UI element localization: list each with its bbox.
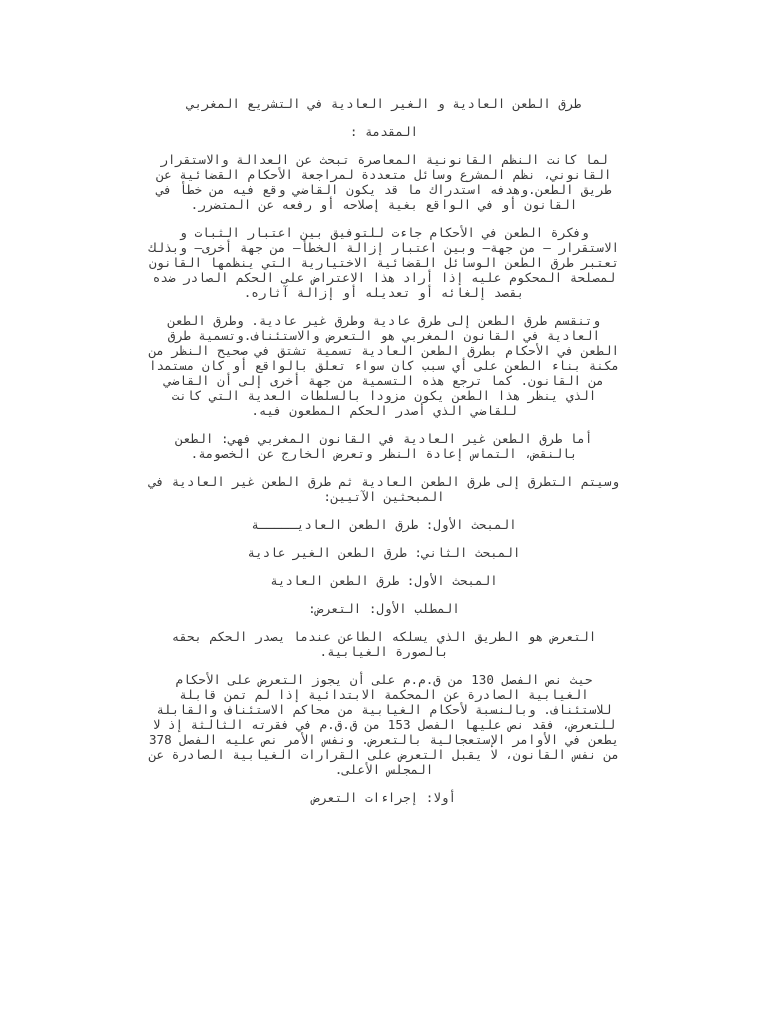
paragraph-line: القانوني، نظم المشرع وسائل متعددة لمراجعة الأحكام القضائية عن <box>156 167 612 182</box>
paragraph-line: من نفس القانون، لا يقبل التعرض على القرارات الغيابية الصادرة عن <box>148 747 620 762</box>
paragraph-line: تعتبر طرق الطعن الوسائل القضائية الاختيارية التي ينظمها القانون <box>148 255 620 270</box>
paragraph-2 <box>96 225 672 300</box>
paragraph-line: لما كانت النظم القانونية المعاصرة تبحث عن العدالة والاستقرار <box>160 152 608 167</box>
subsection-heading: المطلب الأول: التعرض: <box>308 601 460 616</box>
intro-heading: المقدمة : <box>349 124 419 139</box>
paragraph-line: من القانون. كما ترجع هذه التسمية من جهة أخرى إلى أن القاضي <box>164 373 604 388</box>
paragraph-line: القانون أو في الواقع بغية إصلاحه أو رفعه عن المتضرر. <box>190 197 578 212</box>
paragraph-line: المجلس الأعلى. <box>334 762 434 777</box>
paragraph-3 <box>96 313 672 418</box>
paragraph-line: أما طرق الطعن غير العادية في القانون المغربي فهي: الطعن <box>175 431 593 446</box>
paragraph-line: التعرض هو الطريق الذي يسلكه الطاعن عندما يصدر الحكم بحقه <box>171 629 597 644</box>
paragraph-6 <box>96 629 672 659</box>
document-body <box>96 96 672 805</box>
paragraph-1 <box>96 152 672 212</box>
paragraph-line: بقصد إلغائه أو تعديله أو إزالة آثاره. <box>243 285 525 300</box>
paragraph-line: الغيابية الصادرة عن المحكمة الابتدائية إذا لم تمن قابلة <box>179 687 589 702</box>
paragraph-line: المبحثين الآتيين: <box>323 489 445 504</box>
paragraph-line: الذي ينظر هذا الطعن يكون مزودا بالسلطات العدية التي كانت <box>171 388 597 403</box>
paragraph-line: طريق الطعن.وهدفه استدراك ما قد يكون القاضي وقع فيه من خطأ في <box>156 182 612 197</box>
section-heading: المبحث الأول: طرق الطعن العاديـــــة <box>251 517 517 532</box>
paragraph-line: للقاضي الذي أصدر الحكم المطعون فيه. <box>251 403 517 418</box>
paragraph-5 <box>96 474 672 504</box>
paragraph-line: العادية في القانون المغربي هو التعرض والاستئناف.وتسمية طرق <box>167 328 601 343</box>
paragraph-line: حيث نص الفصل 130 من ق.م.م على أن يجوز التعرض على الأحكام <box>175 672 593 687</box>
section-heading: المبحث الأول: طرق الطعن العادية <box>270 573 498 588</box>
paragraph-line: يطعن في الأوامر الإستعجالية بالتعرض. ونفس الأمر نص عليه الفصل 378 <box>148 732 620 747</box>
paragraph-line: بالصورة الغيابية. <box>319 644 449 659</box>
paragraph-line: الطعن في الأحكام بطرق الطعن العادية تسمية تشتق في صحيح النظر من <box>148 343 620 358</box>
paragraph-line: مكنة بناء الطعن على أي سبب كان سواء تعلق بالواقع أو كان مستمدا <box>148 358 620 373</box>
paragraph-line: للتعرض، فقد نص عليها الفصل 153 من ق.ق.م في فقرته الثالثة إذ لا <box>152 717 616 732</box>
paragraph-line: بالنقض، التماس إعادة النظر وتعرض الخارج عن الخصومة. <box>190 446 578 461</box>
paragraph-line: للاستئناف. وبالنسبة لأحكام الغيابية من محاكم الاستئناف والقابلة <box>156 702 612 717</box>
section-heading: المبحث الثاني: طرق الطعن الغير عادية <box>247 545 521 560</box>
paragraph-line: لمصلحة المحكوم عليه إذا أراد هذا الاعتراض على الحكم الصادر ضده <box>152 270 616 285</box>
paragraph-line: وسيتم التطرق إلى طرق الطعن العادية ثم طرق الطعن غير العادية في <box>148 474 620 489</box>
paragraph-7 <box>96 672 672 777</box>
paragraph-4 <box>96 431 672 461</box>
document-title: طرق الطعن العادية و الغير العادية في التشريع المغربي <box>186 96 582 111</box>
paragraph-line: وفكرة الطعن في الأحكام جاءت للتوفيق بين اعتبار الثبات و <box>179 225 589 240</box>
subsection-heading: أولا: إجراءات التعرض <box>311 790 457 805</box>
paragraph-line: الاستقرار – من جهة– وبين اعتبار إزالة الخطأ– من جهة أخرى– وبذلك <box>148 240 620 255</box>
paragraph-line: وتنقسم طرق الطعن إلى طرق عادية وطرق غير عادية. وطرق الطعن <box>167 313 601 328</box>
